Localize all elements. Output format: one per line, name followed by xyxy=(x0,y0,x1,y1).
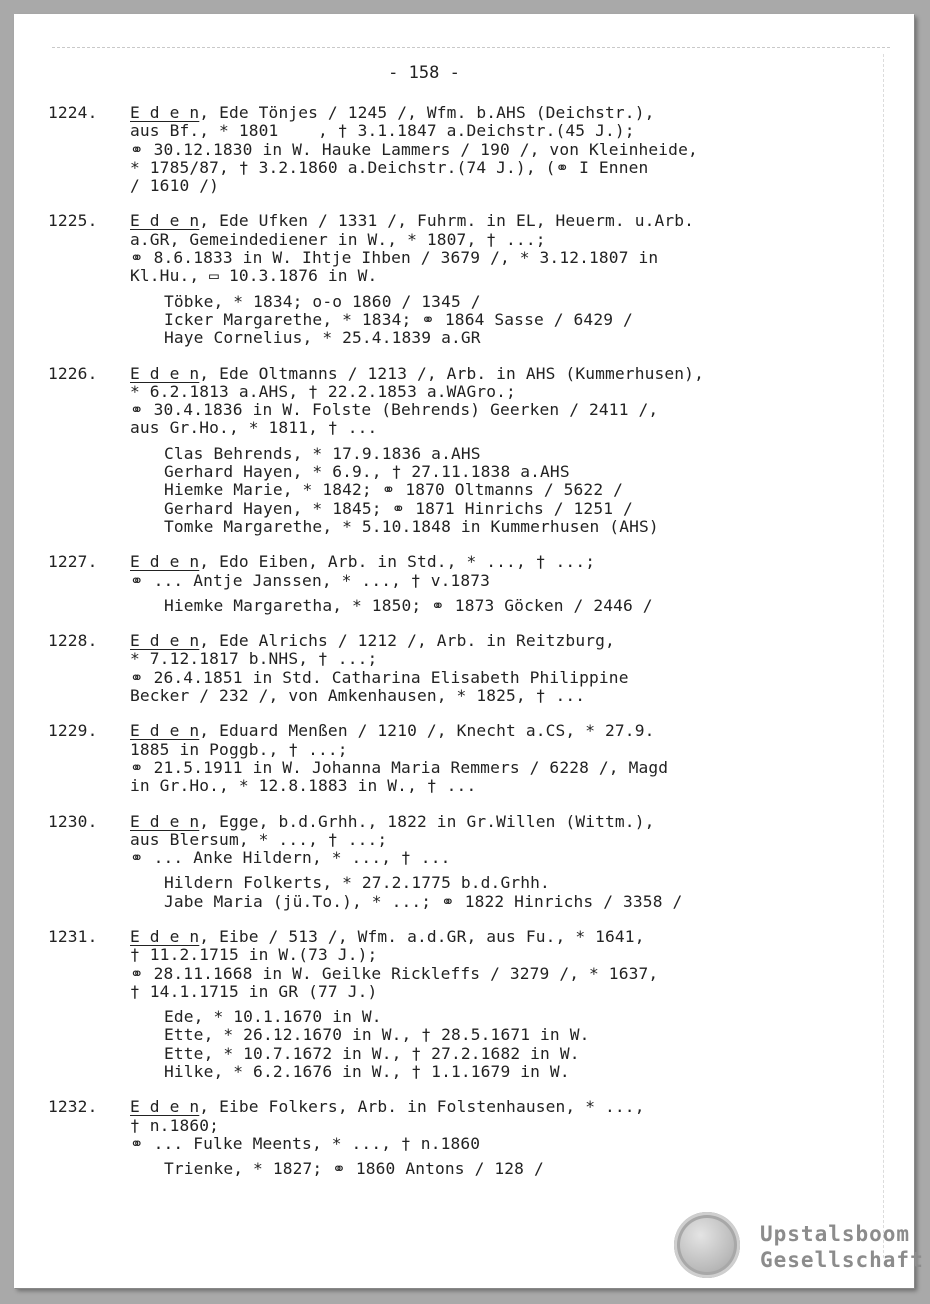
entry-line xyxy=(48,141,888,159)
entry-number: 1224. xyxy=(48,103,98,122)
entry-text: * 6.2.1813 a.AHS, † 22.2.1853 a.WAGro.; xyxy=(130,381,516,401)
entry-text: E d e n, Ede Ufken / 1331 /, Fuhrm. in EL, Heuerm. u.Arb. xyxy=(130,211,695,231)
watermark xyxy=(662,1204,924,1294)
child-item xyxy=(48,481,888,499)
genealogy-entry xyxy=(48,1098,888,1178)
entry-text: E d e n, Eibe Folkers, Arb. in Folstenhausen, * ..., xyxy=(130,1097,645,1117)
entry-text: aus Bf., * 1801 , † 3.1.1847 a.Deichstr.(45 J.); xyxy=(130,121,635,141)
child-text: Jabe Maria (jü.To.), * ...; ⚭ 1822 Hinrichs / 3358 / xyxy=(164,891,683,911)
children-list xyxy=(48,597,888,615)
child-item xyxy=(48,311,888,329)
entry-line xyxy=(48,419,888,437)
entry-line xyxy=(48,741,888,759)
entry-line xyxy=(48,1135,888,1153)
child-text: Töbke, * 1834; o-o 1860 / 1345 / xyxy=(164,291,481,311)
genealogy-entry xyxy=(48,928,888,1081)
entry-text: ⚭ ... Antje Janssen, * ..., † v.1873 xyxy=(130,570,491,590)
entry-line xyxy=(48,1098,888,1116)
child-text: Tomke Margarethe, * 5.10.1848 in Kummerhusen (AHS) xyxy=(164,516,659,536)
entry-text: ⚭ 26.4.1851 in Std. Catharina Elisabeth Philippine xyxy=(130,667,629,687)
children-list xyxy=(48,874,888,911)
child-text: Ette, * 26.12.1670 in W., † 28.5.1671 in W. xyxy=(164,1025,590,1045)
entry-line xyxy=(48,553,888,571)
entry-text: E d e n, Eduard Menßen / 1210 /, Knecht a.CS, * 27.9. xyxy=(130,721,655,741)
child-text: Hilke, * 6.2.1676 in W., † 1.1.1679 in W. xyxy=(164,1062,570,1082)
entry-line xyxy=(48,965,888,983)
entry-text: E d e n, Egge, b.d.Grhh., 1822 in Gr.Willen (Wittm.), xyxy=(130,811,655,831)
entries-list xyxy=(48,104,888,1196)
entry-text: E d e n, Ede Alrichs / 1212 /, Arb. in Reitzburg, xyxy=(130,631,615,651)
child-text: Ette, * 10.7.1672 in W., † 27.2.1682 in W. xyxy=(164,1043,580,1063)
document-page xyxy=(14,14,924,1288)
entry-text: Kl.Hu., ▭ 10.3.1876 in W. xyxy=(130,266,378,286)
entry-text: † 14.1.1715 in GR (77 J.) xyxy=(130,981,378,1001)
child-item xyxy=(48,893,888,911)
entry-line xyxy=(48,722,888,740)
entry-text: ⚭ 30.12.1830 in W. Hauke Lammers / 190 /, von Kleinheide, xyxy=(130,139,698,159)
children-list xyxy=(48,1008,888,1081)
entry-number: 1226. xyxy=(48,363,98,383)
entry-text: aus Gr.Ho., * 1811, † ... xyxy=(130,418,378,438)
entry-line xyxy=(48,813,888,831)
watermark-line1: Upstalsboom xyxy=(760,1222,911,1246)
top-dashed-rule xyxy=(52,47,890,48)
children-list xyxy=(48,293,888,348)
entry-text: E d e n, Eibe / 513 /, Wfm. a.d.GR, aus Fu., * 1641, xyxy=(130,926,645,946)
genealogy-entry xyxy=(48,104,888,195)
entry-text: ⚭ 30.4.1836 in W. Folste (Behrends) Geerken / 2411 /, xyxy=(130,400,659,420)
watermark-line2: Gesellschaft xyxy=(760,1248,924,1272)
entry-text: / 1610 /) xyxy=(130,176,220,196)
child-text: Icker Margarethe, * 1834; ⚭ 1864 Sasse / 6429 / xyxy=(164,309,633,329)
child-text: Hiemke Margaretha, * 1850; ⚭ 1873 Göcken / 2446 / xyxy=(164,595,653,615)
genealogy-entry xyxy=(48,212,888,347)
entry-line xyxy=(48,831,888,849)
genealogy-entry xyxy=(48,722,888,795)
child-item xyxy=(48,500,888,518)
child-item xyxy=(48,1063,888,1081)
entry-line xyxy=(48,632,888,650)
entry-line xyxy=(48,401,888,419)
child-item xyxy=(48,1026,888,1044)
seal-icon xyxy=(674,1212,740,1278)
entry-line xyxy=(48,650,888,668)
child-item xyxy=(48,1160,888,1178)
child-text: Trienke, * 1827; ⚭ 1860 Antons / 128 / xyxy=(164,1159,544,1179)
entry-text: * 1785/87, † 3.2.1860 a.Deichstr.(74 J.), (⚭ I Ennen xyxy=(130,157,649,177)
genealogy-entry xyxy=(48,813,888,911)
child-item xyxy=(48,329,888,347)
entry-line xyxy=(48,177,888,195)
entry-number: 1230. xyxy=(48,811,98,831)
child-text: Haye Cornelius, * 25.4.1839 a.GR xyxy=(164,328,481,348)
entry-line xyxy=(48,777,888,795)
entry-text: E d e n, Ede Oltmanns / 1213 /, Arb. in AHS (Kummerhusen), xyxy=(130,363,704,383)
child-text: Ede, * 10.1.1670 in W. xyxy=(164,1007,382,1027)
entry-line xyxy=(48,122,888,140)
page-number: - 158 - xyxy=(388,63,460,83)
entry-number: 1229. xyxy=(48,721,98,741)
entry-line xyxy=(48,572,888,590)
entry-text: E d e n, Ede Tönjes / 1245 /, Wfm. b.AHS (Deichstr.), xyxy=(130,103,655,122)
entry-line xyxy=(48,946,888,964)
entry-line xyxy=(48,928,888,946)
entry-line xyxy=(48,1117,888,1135)
entry-number: 1225. xyxy=(48,211,98,231)
genealogy-entry xyxy=(48,553,888,615)
entry-line xyxy=(48,365,888,383)
entry-text: † n.1860; xyxy=(130,1115,220,1135)
genealogy-entry xyxy=(48,632,888,705)
children-list xyxy=(48,445,888,536)
entry-text: ⚭ ... Anke Hildern, * ..., † ... xyxy=(130,848,451,868)
entry-text: Becker / 232 /, von Amkenhausen, * 1825, † ... xyxy=(130,686,586,706)
entry-text: ⚭ ... Fulke Meents, * ..., † n.1860 xyxy=(130,1133,481,1153)
entry-line xyxy=(48,159,888,177)
entry-line xyxy=(48,383,888,401)
entry-line xyxy=(48,231,888,249)
child-item xyxy=(48,518,888,536)
entry-line xyxy=(48,104,888,122)
entry-text: in Gr.Ho., * 12.8.1883 in W., † ... xyxy=(130,776,477,796)
entry-text: * 7.12.1817 b.NHS, † ...; xyxy=(130,649,378,669)
child-text: Hildern Folkerts, * 27.2.1775 b.d.Grhh. xyxy=(164,873,550,893)
child-item xyxy=(48,463,888,481)
entry-line xyxy=(48,249,888,267)
entry-line xyxy=(48,849,888,867)
entry-line xyxy=(48,669,888,687)
child-item xyxy=(48,293,888,311)
entry-text: † 11.2.1715 in W.(73 J.); xyxy=(130,945,378,965)
entry-line xyxy=(48,267,888,285)
entry-text: ⚭ 21.5.1911 in W. Johanna Maria Remmers / 6228 /, Magd xyxy=(130,757,669,777)
entry-text: 1885 in Poggb., † ...; xyxy=(130,739,348,759)
entry-number: 1232. xyxy=(48,1097,98,1117)
child-text: Hiemke Marie, * 1842; ⚭ 1870 Oltmanns / 5622 / xyxy=(164,480,624,500)
entry-text: aus Blersum, * ..., † ...; xyxy=(130,829,388,849)
child-item xyxy=(48,445,888,463)
entry-number: 1231. xyxy=(48,926,98,946)
child-text: Gerhard Hayen, * 6.9., † 27.11.1838 a.AHS xyxy=(164,462,570,482)
child-text: Gerhard Hayen, * 1845; ⚭ 1871 Hinrichs / 1251 / xyxy=(164,498,633,518)
genealogy-entry xyxy=(48,365,888,537)
children-list xyxy=(48,1160,888,1178)
entry-number: 1227. xyxy=(48,552,98,572)
child-item xyxy=(48,1045,888,1063)
child-item xyxy=(48,1008,888,1026)
entry-text: E d e n, Edo Eiben, Arb. in Std., * ..., † ...; xyxy=(130,552,596,572)
child-item xyxy=(48,874,888,892)
entry-line xyxy=(48,687,888,705)
entry-line xyxy=(48,983,888,1001)
entry-line xyxy=(48,212,888,230)
child-text: Clas Behrends, * 17.9.1836 a.AHS xyxy=(164,443,481,463)
entry-line xyxy=(48,759,888,777)
entry-text: ⚭ 28.11.1668 in W. Geilke Rickleffs / 3279 /, * 1637, xyxy=(130,963,659,983)
child-item xyxy=(48,597,888,615)
entry-number: 1228. xyxy=(48,631,98,651)
entry-text: a.GR, Gemeindediener in W., * 1807, † ...; xyxy=(130,229,546,249)
entry-text: ⚭ 8.6.1833 in W. Ihtje Ihben / 3679 /, * 3.12.1807 in xyxy=(130,248,659,268)
